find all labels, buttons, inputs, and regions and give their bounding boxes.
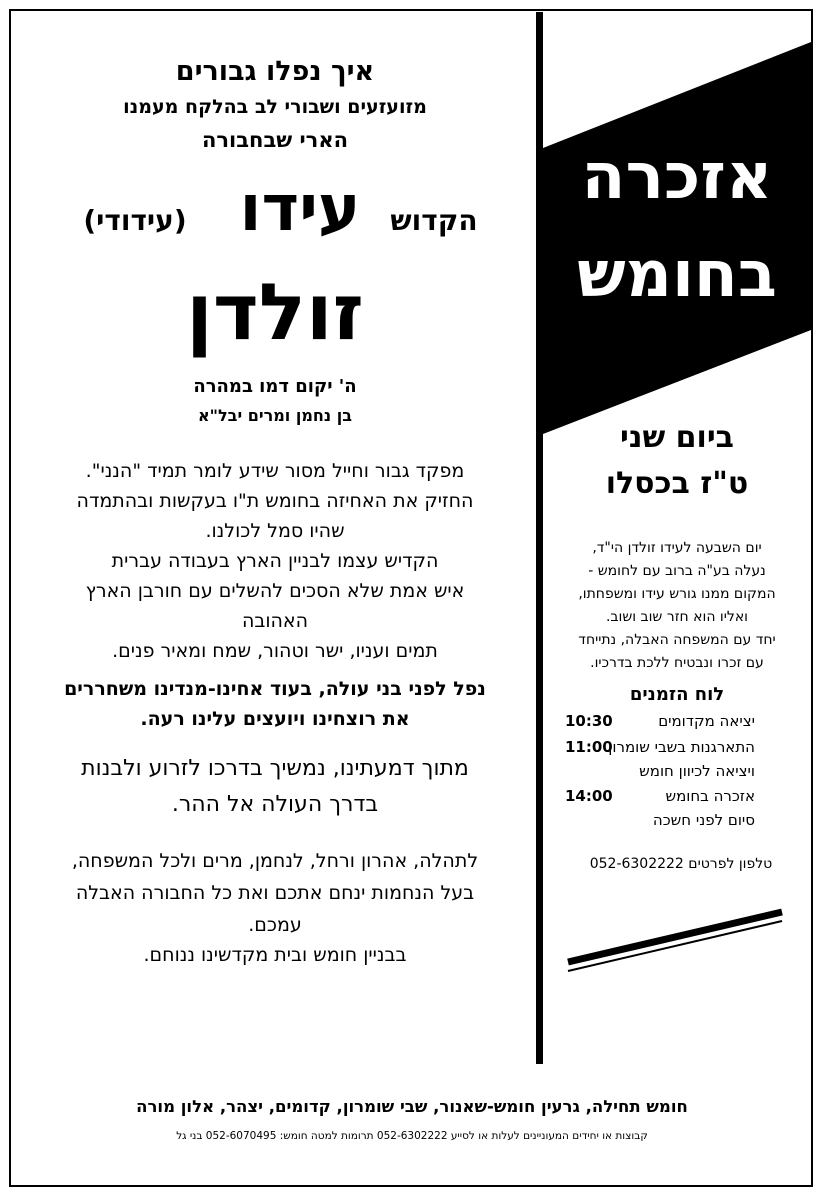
eulogy-line: איש אמת שלא הסכים להשלים עם חורבן הארץ — [85, 580, 465, 602]
condolence-line: בעל הנחמות ינחם אתכם ואת כל החבורה האבלה — [75, 882, 475, 904]
phone-line — [556, 856, 806, 872]
eulogy-line: שהיו סמל לכולנו. — [205, 520, 345, 542]
schedule-row — [555, 712, 805, 734]
info-line: המקום ממנו גורש עידו ומשפחתו, — [578, 586, 776, 602]
headline: איך נפלו גבורים — [175, 56, 375, 87]
schedule-time: 11:00 — [565, 738, 613, 756]
condolence-line: בבניין חומש ובית מקדשינו ננוחם. — [143, 944, 407, 966]
nickname: (עידודי) — [83, 204, 187, 237]
event-day: ביום שני — [620, 420, 734, 455]
schedule-title: לוח הזמנים — [629, 684, 725, 705]
info-line: יום השבעה לעידו זולדן הי"ד, — [592, 540, 762, 556]
info-line: יחד עם המשפחה האבלה, נתייחד — [578, 632, 776, 648]
condolence-line: עמכם. — [248, 914, 302, 936]
info-line: עם זכרו ונבטיח ללכת בדרכיו. — [590, 655, 764, 671]
schedule-row — [555, 811, 805, 833]
first-name: עידו — [239, 172, 361, 246]
footer-organizations: חומש תחילה, גרעין חומש-שאנור, שבי שומרון, קדומים, יצהר, אלון מורה — [136, 1097, 688, 1116]
schedule-text: אזכרה בחומש — [665, 787, 755, 805]
decorative-stripes — [562, 900, 788, 980]
schedule-row — [555, 787, 805, 809]
tears-line: מתוך דמעתינו, נמשיך בדרכו לזרוע ולבנות — [81, 756, 469, 781]
schedule-text: התארגנות בשבי שומרון — [608, 738, 755, 756]
schedule-row — [555, 762, 805, 784]
schedule-time: 10:30 — [565, 712, 613, 730]
eulogy-line: תמים ועניו, ישר וטהור, שמח ומאיר פנים. — [112, 640, 438, 662]
info-line: נעלה בע"ה ברוב עם לחומש - — [588, 563, 766, 579]
banner-title: אזכרה — [581, 140, 773, 214]
schedule-text: ויציאה לכיוון חומש — [639, 762, 755, 780]
eulogy-line: מפקד גבור וחייל מסור שידע לומר תמיד "הנני". — [85, 460, 465, 482]
subheadline: מזועזעים ושבורי לב בהלקח מעמנו — [123, 96, 427, 118]
bold-paragraph-line: נפל לפני בני עולה, בעוד אחינו-מנדינו משחררים — [64, 678, 486, 700]
event-date: ט"ז בכסלו — [605, 466, 749, 501]
banner-title: בחומש — [577, 238, 777, 312]
last-name: זולדן — [186, 268, 364, 358]
phone-number: 052-6302222 — [589, 856, 684, 872]
bold-paragraph-line: את רוצחינו ויועצים עלינו רעה. — [140, 708, 410, 730]
tagline: הארי שבחבורה — [201, 128, 349, 152]
revenge-line: ה' יקום דמו במהרה — [193, 376, 357, 397]
schedule-text: סיום לפני חשכה — [652, 811, 755, 829]
parents-line: בן נחמן ומרים יבל"א — [198, 406, 352, 425]
schedule-text: יציאה מקדומים — [658, 712, 755, 730]
tears-line: בדרך העולה אל ההר. — [171, 792, 379, 817]
eulogy-line: החזיק את האחיזה בחומש ת"ו בעקשות ובהתמדה — [76, 490, 474, 512]
eulogy-line: הקדיש עצמו לבניין הארץ בעבודה עברית — [111, 550, 439, 572]
phone-label: טלפון לפרטים — [688, 856, 773, 872]
schedule-time: 14:00 — [565, 787, 613, 805]
footer-note: קבוצות או יחידים המעוניינים לעלות או לסייע 052-6302222 תרומות למטה חומש: 052-6070495 בני גל — [176, 1130, 648, 1142]
eulogy-line: האהובה — [241, 610, 309, 632]
banner-background — [543, 0, 811, 470]
column-divider — [536, 12, 543, 1064]
hakadosh-label: הקדוש — [390, 204, 478, 237]
info-line: ואליו הוא חזר שוב ושוב. — [605, 609, 748, 625]
schedule-row — [555, 738, 805, 760]
condolence-line: לתהלה, אהרון ורחל, לנחמן, מרים ולכל המשפחה, — [71, 850, 479, 872]
